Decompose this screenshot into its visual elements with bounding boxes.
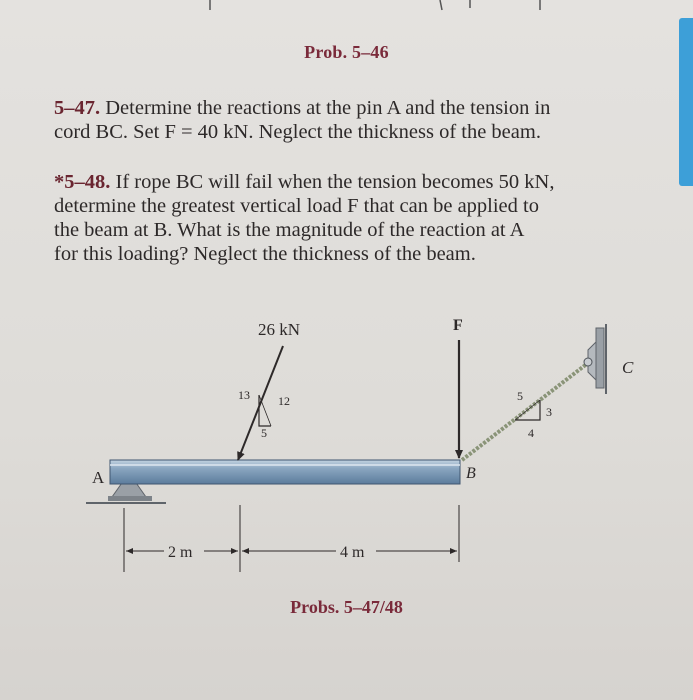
beam-diagram <box>0 300 693 590</box>
load-slope-hyp: 13 <box>238 388 250 402</box>
rope-slope-run: 4 <box>528 426 534 440</box>
problem-5-47-number: 5–47. <box>54 97 101 119</box>
problem-5-47-line-2: cord BC. Set F = 40 kN. Neglect the thickness of the beam. <box>54 121 541 143</box>
problem-5-47-line-1: 5–47. Determine the reactions at the pin A and the tension in <box>54 97 551 119</box>
rope-slope-hyp: 5 <box>517 389 523 403</box>
label-b: B <box>466 465 476 482</box>
top-edge-marks <box>0 0 693 20</box>
load-arrow-26kn <box>238 346 283 460</box>
beam <box>110 460 460 484</box>
previous-problem-title: Prob. 5–46 <box>304 42 389 62</box>
slope-triangle-rope <box>515 400 540 420</box>
load-slope-rise: 12 <box>278 394 290 408</box>
problem-5-48-line-2: determine the greatest vertical load F that can be applied to <box>54 195 539 217</box>
problem-5-48-line-3: the beam at B. What is the magnitude of the reaction at A <box>54 219 525 241</box>
problem-5-47 <box>54 96 669 144</box>
label-a: A <box>92 468 105 487</box>
label-c: C <box>622 358 634 377</box>
label-26kn: 26 kN <box>258 320 301 339</box>
slope-triangle-load <box>259 395 271 426</box>
problem-5-48 <box>54 170 669 266</box>
label-f: F <box>453 317 463 334</box>
figure-caption: Probs. 5–47/48 <box>290 597 403 617</box>
problem-5-48-number: *5–48. <box>54 171 111 193</box>
rope-slope-rise: 3 <box>546 405 552 419</box>
dimension-4m: 4 m <box>340 544 365 561</box>
load-slope-run: 5 <box>261 426 267 440</box>
problem-5-48-line-1: *5–48. If rope BC will fail when the tension becomes 50 kN, <box>54 171 555 193</box>
problem-5-48-line-4: for this loading? Neglect the thickness of the beam. <box>54 243 476 265</box>
wall-bracket-c <box>584 324 606 394</box>
dimension-lines <box>124 505 459 572</box>
dimension-2m: 2 m <box>168 544 193 561</box>
